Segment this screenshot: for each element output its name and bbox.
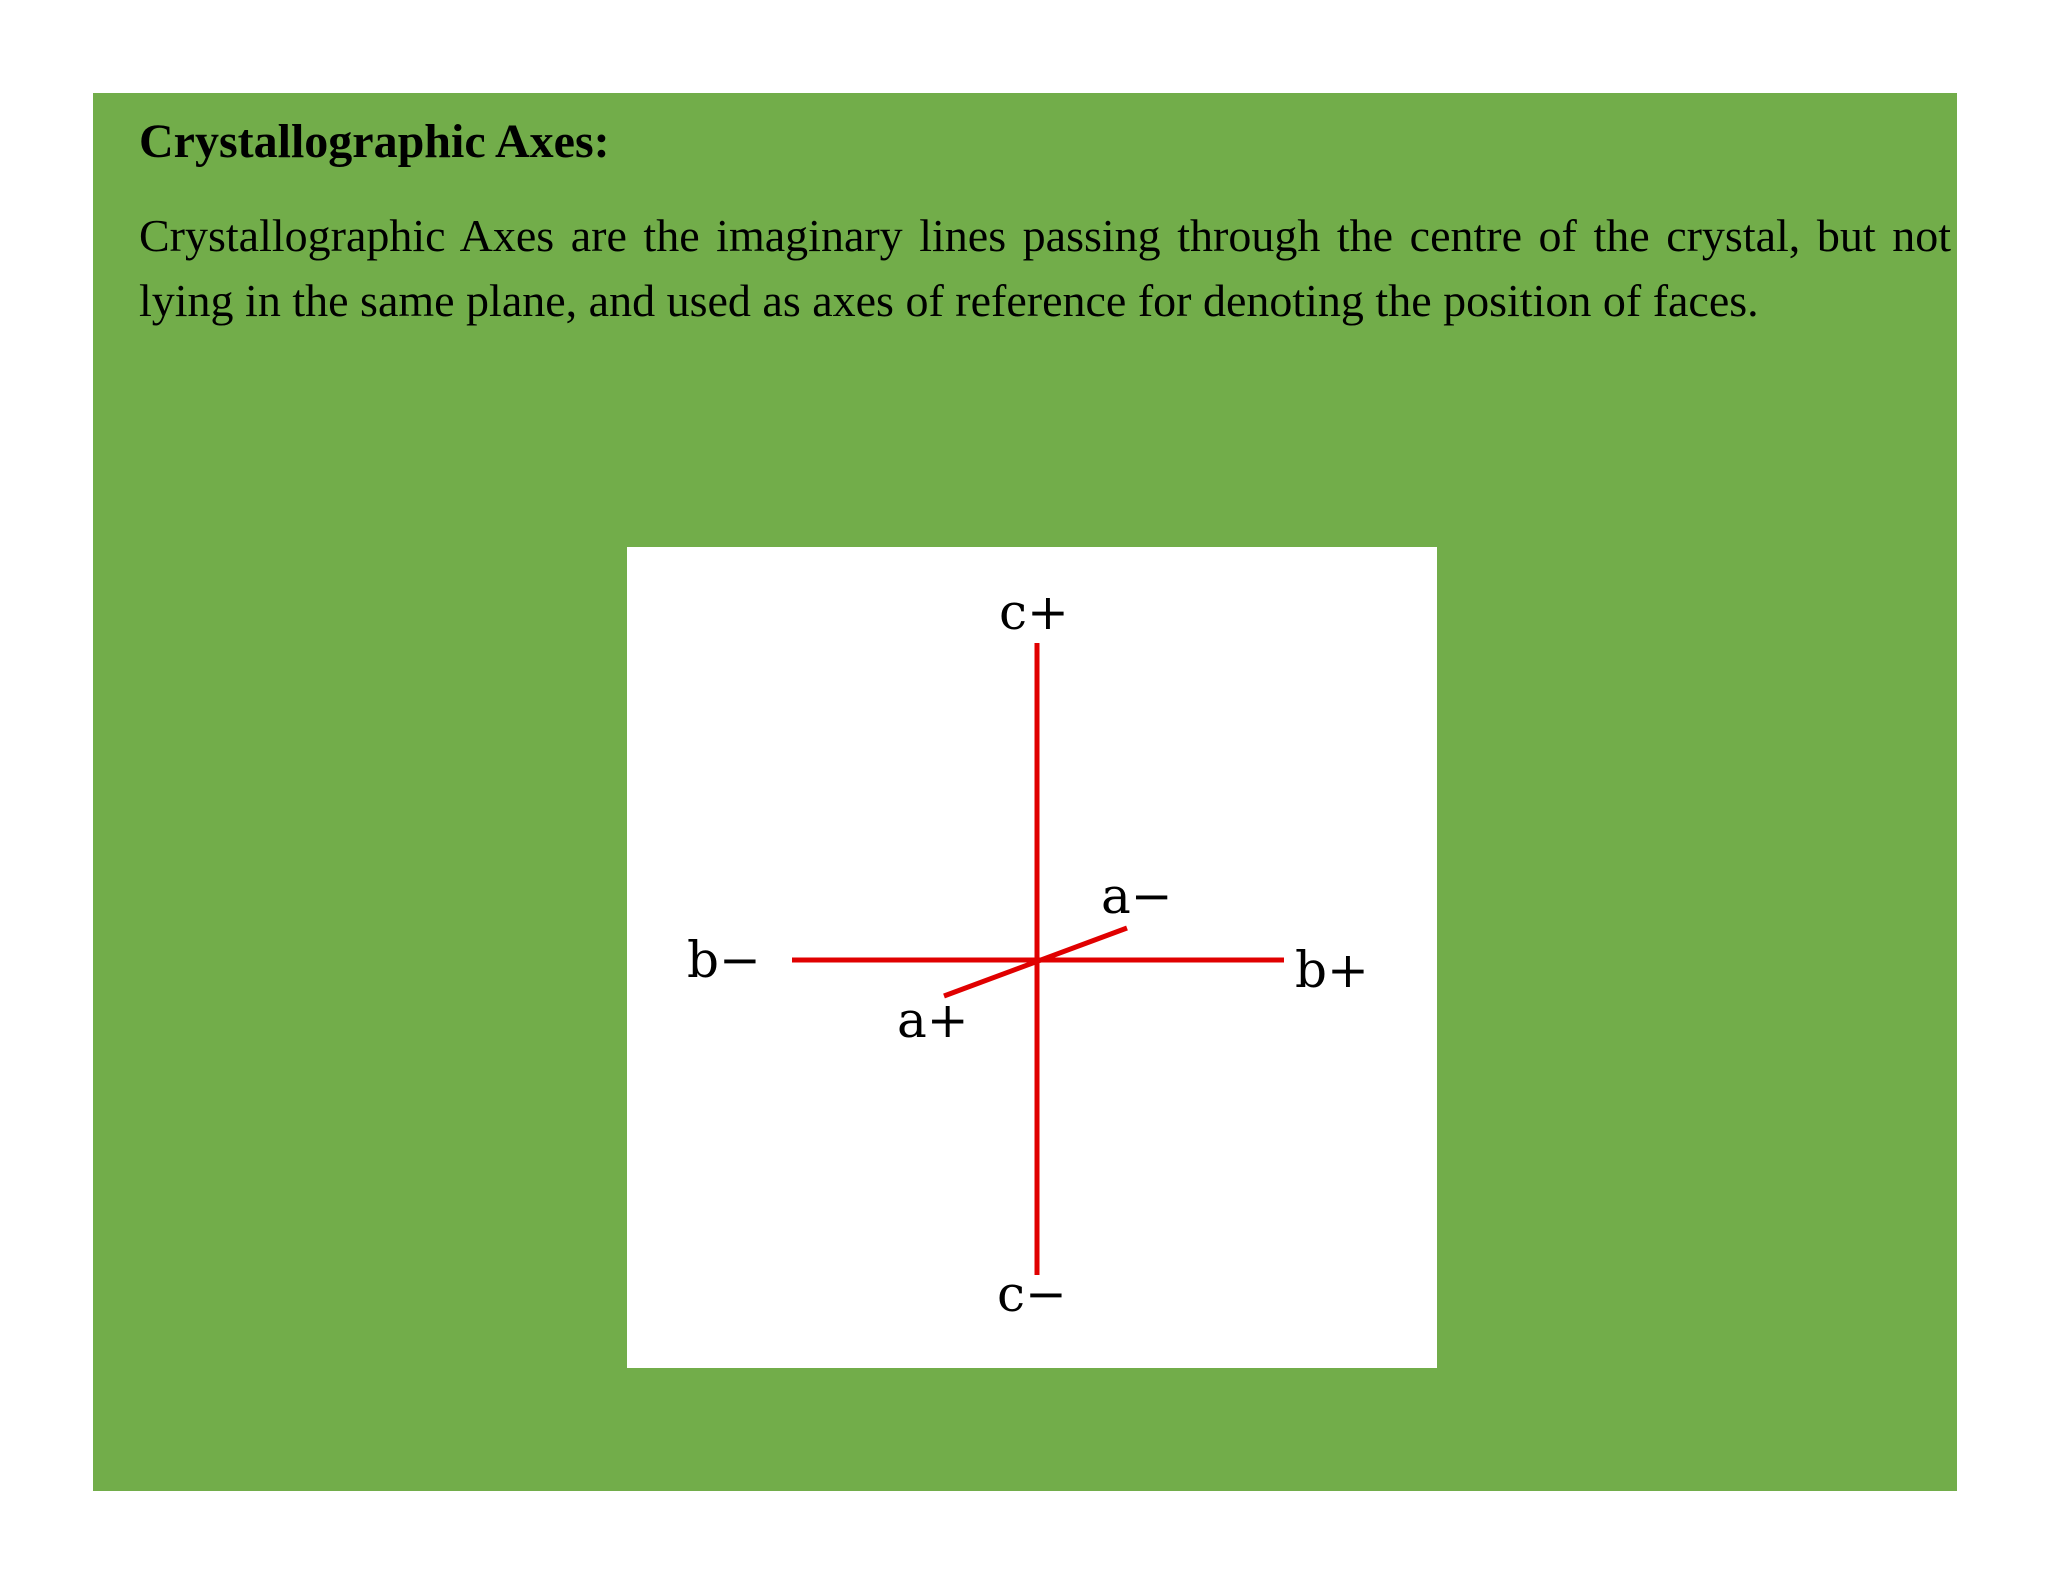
label-c-plus: c+ [999,583,1069,641]
slide-body-text: Crystallographic Axes are the imaginary lines passing through the centre of the crystal, but not lying in the same plane, and used as axes of reference for denoting the position of faces. [139,210,1951,326]
label-b-minus: b− [687,931,761,989]
crystallographic-axes-figure [627,547,1437,1368]
label-c-minus: c− [997,1265,1067,1323]
slide-title: Crystallographic Axes: [139,115,610,168]
slide-panel [93,93,1957,1491]
axes-diagram [627,547,1437,1368]
label-a-plus: a+ [897,991,969,1049]
label-a-minus: a− [1101,867,1173,925]
label-b-plus: b+ [1295,941,1369,999]
